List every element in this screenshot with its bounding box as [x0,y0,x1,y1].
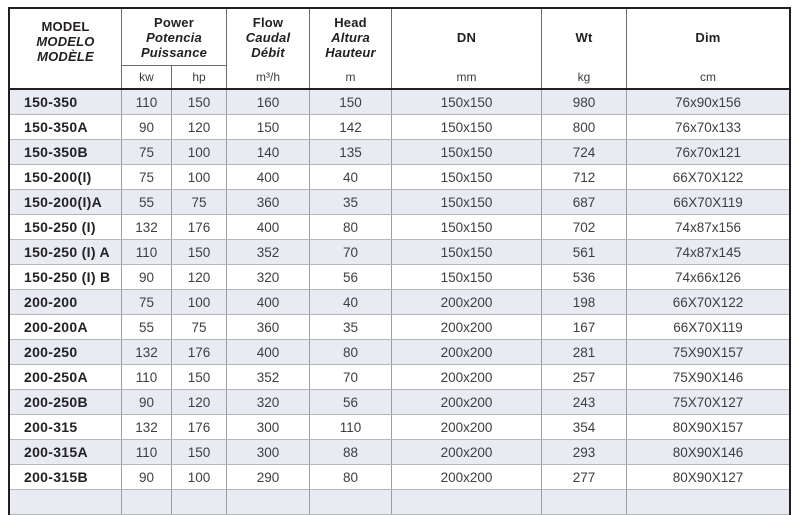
head-cell: 110 [310,415,392,439]
dn-cell [392,490,542,514]
header-model-fr: MODÈLE [37,49,94,64]
hp-cell: 150 [172,440,227,464]
dim-cell: 66X70X119 [673,194,743,210]
header-model-es: MODELO [36,34,95,49]
dim-cell: 75X70X127 [672,394,744,410]
hp-cell: 150 [172,90,227,114]
flow-cell: 360 [227,190,310,214]
dn-cell: 200x200 [392,415,542,439]
flow-cell [227,490,310,514]
model-cell: 200-250 [10,340,122,364]
kw-cell: 75 [122,165,172,189]
head-cell: 80 [310,215,392,239]
model-cell: 150-200(I) [10,165,122,189]
dn-cell: 200x200 [392,365,542,389]
kw-cell: 110 [122,365,172,389]
header-dim [627,9,789,88]
header-model [10,9,122,88]
header-flow-es: Caudal [245,30,291,45]
dim-cell: 76x70x121 [674,144,742,160]
model-cell: 200-200 [10,290,122,314]
flow-cell: 352 [227,240,310,264]
dn-cell: 200x200 [392,290,542,314]
wt-cell: 257 [542,365,627,389]
hp-cell [172,490,227,514]
wt-cell: 687 [542,190,627,214]
table-row [10,215,789,240]
model-cell: 150-250 (I) A [10,240,122,264]
header-power [122,9,227,88]
kw-cell: 90 [122,115,172,139]
head-cell: 142 [310,115,392,139]
kw-cell: 110 [122,240,172,264]
header-flow [227,9,310,88]
wt-cell: 277 [542,465,627,489]
kw-cell: 55 [122,315,172,339]
hp-cell: 100 [172,465,227,489]
unit-dim: cm [700,70,716,84]
table-row [10,115,789,140]
head-cell: 80 [310,340,392,364]
wt-cell: 702 [542,215,627,239]
model-cell: 200-315B [10,465,122,489]
hp-cell: 75 [172,315,227,339]
unit-dn: mm [456,70,477,84]
table-row [10,365,789,390]
dn-cell: 200x200 [392,315,542,339]
header-power-en: Power [153,14,194,30]
unit-hp: hp [192,70,206,84]
header-head-fr: Hauteur [325,45,376,60]
head-cell: 70 [310,240,392,264]
flow-cell: 400 [227,290,310,314]
head-cell: 70 [310,365,392,389]
flow-cell: 150 [227,115,310,139]
table-row [10,390,789,415]
table-header [10,9,789,90]
dn-cell: 150x150 [392,190,542,214]
header-power-fr: Puissance [140,44,208,60]
wt-cell: 800 [542,115,627,139]
flow-cell: 290 [227,465,310,489]
kw-cell: 90 [122,465,172,489]
model-cell: 200-315A [10,440,122,464]
wt-cell: 243 [542,390,627,414]
hp-cell: 100 [172,165,227,189]
flow-cell: 320 [227,390,310,414]
dim-cell: 66X70X119 [673,319,743,335]
kw-cell: 90 [122,390,172,414]
hp-cell: 150 [172,240,227,264]
hp-cell: 100 [172,290,227,314]
hp-cell: 176 [172,215,227,239]
header-dn [392,9,542,88]
table-row [10,465,789,490]
unit-flow: m³/h [256,70,280,84]
dim-cell: 74x66x126 [674,269,742,285]
flow-cell: 400 [227,340,310,364]
header-head [310,9,392,88]
dn-cell: 200x200 [392,440,542,464]
dn-cell: 150x150 [392,90,542,114]
header-dim-label: Dim [695,30,721,45]
table-row [10,340,789,365]
dim-cell: 80X90X157 [672,419,744,435]
head-cell: 150 [310,90,392,114]
dim-cell: 74x87x156 [674,219,742,235]
flow-cell: 300 [227,415,310,439]
dim-cell: 75X90X157 [672,344,744,360]
flow-cell: 352 [227,365,310,389]
header-power-units [122,65,226,88]
table-row [10,190,789,215]
model-cell [10,490,122,514]
flow-cell: 300 [227,440,310,464]
kw-cell: 75 [122,290,172,314]
head-cell: 135 [310,140,392,164]
kw-cell: 110 [122,440,172,464]
head-cell: 56 [310,265,392,289]
unit-kw: kw [122,66,172,88]
model-cell: 200-315 [10,415,122,439]
model-cell: 200-250A [10,365,122,389]
head-cell: 88 [310,440,392,464]
dim-cell: 74x87x145 [674,244,742,260]
wt-cell: 712 [542,165,627,189]
table-body [10,90,789,515]
table-row [10,440,789,465]
unit-wt: kg [577,70,591,84]
wt-cell: 980 [542,90,627,114]
wt-cell: 293 [542,440,627,464]
wt-cell: 167 [542,315,627,339]
dim-cell: 80X90X127 [672,469,744,485]
table-row [10,415,789,440]
model-cell: 150-250 (I) B [10,265,122,289]
header-flow-en: Flow [252,15,284,30]
wt-cell: 281 [542,340,627,364]
kw-cell: 132 [122,415,172,439]
model-cell: 150-200(I)A [10,190,122,214]
table-row [10,265,789,290]
flow-cell: 400 [227,165,310,189]
header-head-en: Head [334,15,367,30]
model-cell: 200-250B [10,390,122,414]
wt-cell [542,490,627,514]
head-cell: 40 [310,165,392,189]
model-cell: 200-200A [10,315,122,339]
flow-cell: 400 [227,215,310,239]
flow-cell: 160 [227,90,310,114]
kw-cell: 90 [122,265,172,289]
header-flow-fr: Débit [251,45,285,60]
header-wt [542,9,627,88]
wt-cell: 561 [542,240,627,264]
table-row [10,90,789,115]
head-cell: 56 [310,390,392,414]
dn-cell: 150x150 [392,240,542,264]
head-cell: 35 [310,315,392,339]
dn-cell: 200x200 [392,390,542,414]
kw-cell: 75 [122,140,172,164]
kw-cell: 110 [122,90,172,114]
wt-cell: 354 [542,415,627,439]
kw-cell: 132 [122,340,172,364]
dn-cell: 150x150 [392,265,542,289]
model-cell: 150-250 (I) [10,215,122,239]
dim-cell: 76x70x133 [674,119,742,135]
dn-cell: 150x150 [392,115,542,139]
model-cell: 150-350 [10,90,122,114]
dim-cell: 75X90X146 [672,369,744,385]
dim-cell: 66X70X122 [672,294,744,310]
hp-cell: 100 [172,140,227,164]
table-row [10,140,789,165]
flow-cell: 360 [227,315,310,339]
pump-spec-table [8,7,791,515]
header-dn-label: DN [456,30,477,45]
hp-cell: 75 [172,190,227,214]
head-cell: 80 [310,465,392,489]
header-wt-label: Wt [575,30,593,45]
dim-cell [627,490,789,514]
wt-cell: 724 [542,140,627,164]
table-row [10,315,789,340]
hp-cell: 120 [172,115,227,139]
hp-cell: 120 [172,265,227,289]
table-row [10,290,789,315]
header-head-es: Altura [331,30,370,45]
table-row [10,165,789,190]
dn-cell: 200x200 [392,340,542,364]
kw-cell: 132 [122,215,172,239]
head-cell: 40 [310,290,392,314]
head-cell: 35 [310,190,392,214]
dn-cell: 150x150 [392,215,542,239]
hp-cell: 150 [172,365,227,389]
hp-cell: 176 [172,415,227,439]
table-row [10,490,789,515]
wt-cell: 536 [542,265,627,289]
flow-cell: 140 [227,140,310,164]
dim-cell: 76x90x156 [674,94,742,110]
model-cell: 150-350B [10,140,122,164]
kw-cell [122,490,172,514]
header-power-es: Potencia [146,29,202,45]
dim-cell: 80X90X146 [672,444,744,460]
model-cell: 150-350A [10,115,122,139]
dn-cell: 150x150 [392,165,542,189]
flow-cell: 320 [227,265,310,289]
header-model-en: MODEL [41,19,90,34]
dn-cell: 150x150 [392,140,542,164]
dn-cell: 200x200 [392,465,542,489]
unit-head: m [345,70,356,84]
kw-cell: 55 [122,190,172,214]
wt-cell: 198 [542,290,627,314]
dim-cell: 66X70X122 [672,169,744,185]
hp-cell: 120 [172,390,227,414]
hp-cell: 176 [172,340,227,364]
table-row [10,240,789,265]
head-cell [310,490,392,514]
